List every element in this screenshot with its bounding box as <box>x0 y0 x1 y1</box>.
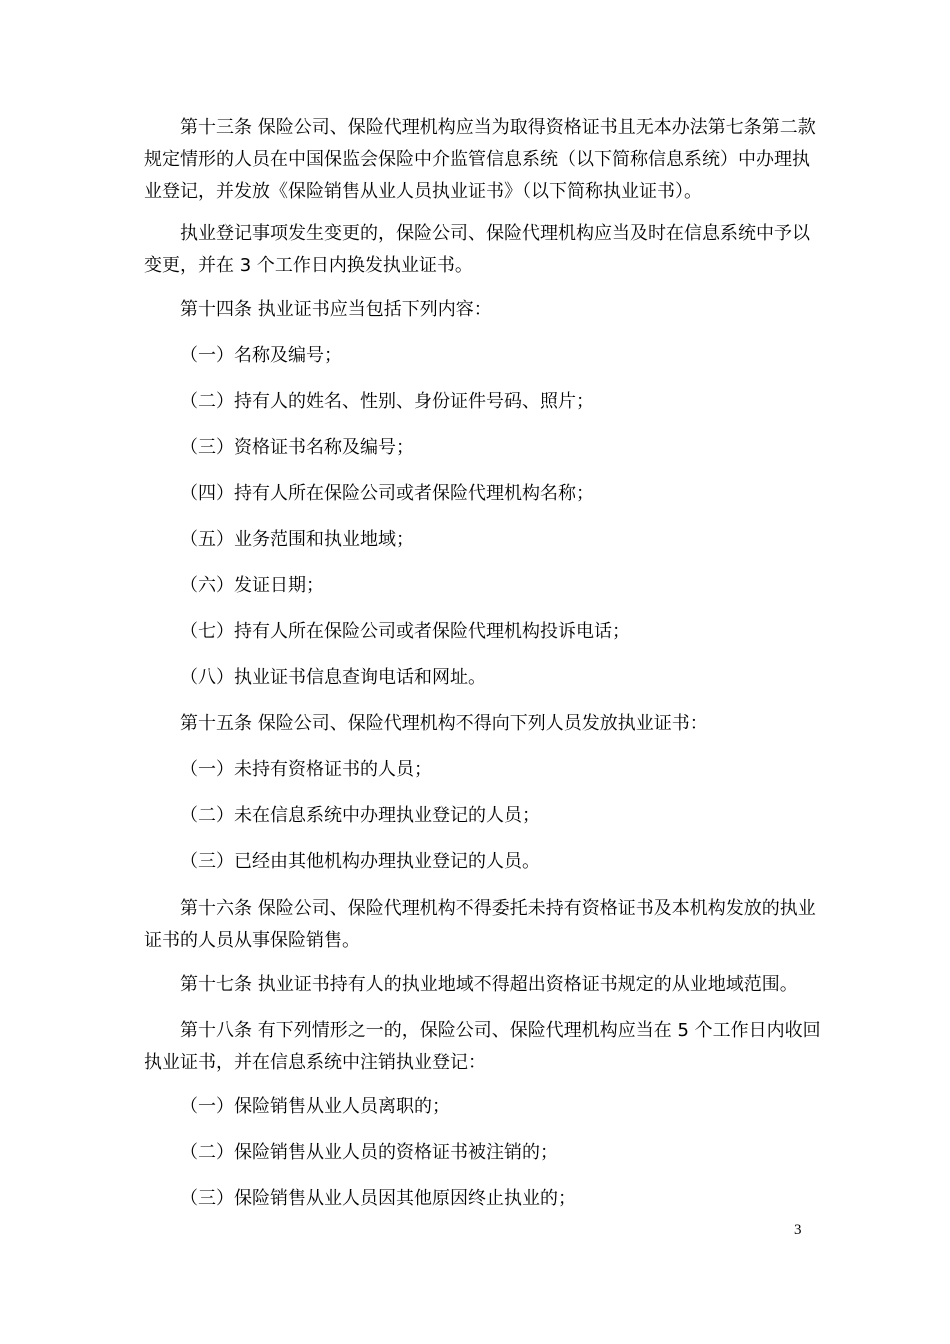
text-line: 执业登记事项发生变更的，保险公司、保险代理机构应当及时在信息系统中予以 <box>180 223 810 244</box>
text-line: （六）发证日期； <box>180 575 324 596</box>
list-item <box>144 570 810 602</box>
text-line: （三）保险销售从业人员因其他原因终止执业的； <box>180 1188 576 1209</box>
text-line: 变更，并在 3 个工作日内换发执业证书。 <box>144 255 473 276</box>
paragraph-article-14 <box>144 294 810 326</box>
page-number: 3 <box>794 1222 802 1238</box>
text-line: 执业证书，并在信息系统中注销执业登记： <box>144 1052 486 1073</box>
text-line: 第十四条 执业证书应当包括下列内容： <box>180 299 492 320</box>
text-line: 第十三条 保险公司、保险代理机构应当为取得资格证书且无本办法第七条第二款 <box>180 117 816 138</box>
text-line: 第十五条 保险公司、保险代理机构不得向下列人员发放执业证书： <box>180 713 708 734</box>
paragraph-article-18 <box>144 1015 821 1079</box>
list-item <box>144 1137 810 1169</box>
list-item <box>144 386 810 418</box>
text-line: 规定情形的人员在中国保监会保险中介监管信息系统（以下简称信息系统）中办理执 <box>144 149 810 170</box>
list-item <box>144 754 810 786</box>
list-item <box>144 616 810 648</box>
text-line: 证书的人员从事保险销售。 <box>144 930 360 951</box>
text-line: （一）保险销售从业人员离职的； <box>180 1096 450 1117</box>
paragraph-article-13 <box>144 112 816 208</box>
list-item <box>144 662 810 694</box>
text-line: （八）执业证书信息查询电话和网址。 <box>180 667 486 688</box>
list-item <box>144 1091 810 1123</box>
text-line: （三）已经由其他机构办理执业登记的人员。 <box>180 851 540 872</box>
text-line: （一）未持有资格证书的人员； <box>180 759 432 780</box>
text-line: （二）持有人的姓名、性别、身份证件号码、照片； <box>180 391 594 412</box>
paragraph-article-16 <box>144 893 816 957</box>
text-line: （二）保险销售从业人员的资格证书被注销的； <box>180 1142 558 1163</box>
list-item <box>144 432 810 464</box>
list-item <box>144 478 810 510</box>
text-line: （二）未在信息系统中办理执业登记的人员； <box>180 805 540 826</box>
list-item <box>144 1183 810 1215</box>
paragraph-article-17 <box>144 969 810 1001</box>
text-line: 第十六条 保险公司、保险代理机构不得委托未持有资格证书及本机构发放的执业 <box>180 898 816 919</box>
text-line: （七）持有人所在保险公司或者保险代理机构投诉电话； <box>180 621 630 642</box>
list-item <box>144 524 810 556</box>
text-line: （五）业务范围和执业地域； <box>180 529 414 550</box>
text-line: （四）持有人所在保险公司或者保险代理机构名称； <box>180 483 594 504</box>
text-line: 第十七条 执业证书持有人的执业地域不得超出资格证书规定的从业地域范围。 <box>180 974 798 995</box>
paragraph-registration-change <box>144 218 810 282</box>
text-line: 业登记，并发放《保险销售从业人员执业证书》（以下简称执业证书）。 <box>144 181 702 202</box>
paragraph-article-15 <box>144 708 810 740</box>
list-item <box>144 846 810 878</box>
text-line: （三）资格证书名称及编号； <box>180 437 414 458</box>
text-line: 第十八条 有下列情形之一的，保险公司、保险代理机构应当在 5 个工作日内收回 <box>180 1020 821 1041</box>
list-item <box>144 340 810 372</box>
list-item <box>144 800 810 832</box>
text-line: （一）名称及编号； <box>180 345 342 366</box>
